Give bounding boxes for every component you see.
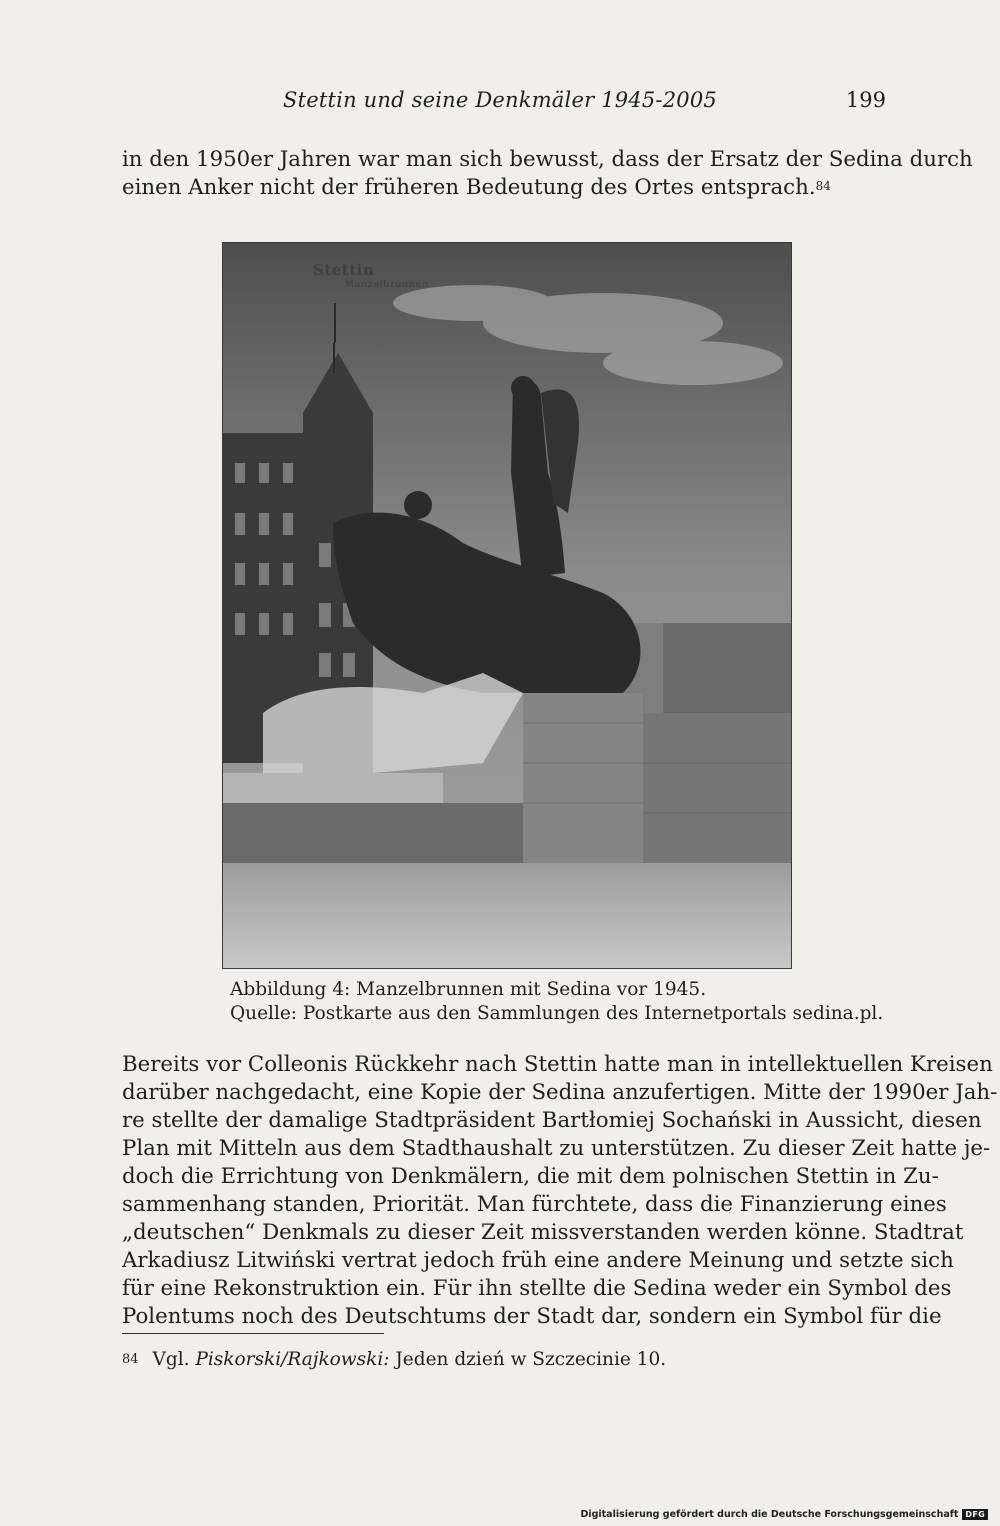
intro-line-2-wrap bbox=[122, 174, 888, 202]
body-paragraph bbox=[122, 1051, 998, 1331]
body-line: re stellte der damalige Stadtpräsident Bartłomiej Sochański in Aussicht, diesen bbox=[122, 1108, 982, 1133]
body-line: sammenhang standen, Priorität. Man fürchtete, dass die Finanzierung eines bbox=[122, 1192, 947, 1217]
body-line: doch die Errichtung von Denkmälern, die mit dem polnischen Stettin in Zu- bbox=[122, 1164, 939, 1189]
postcard-subtitle: Manzelbrunnen bbox=[345, 280, 429, 290]
footnote-number: 84 bbox=[122, 1352, 139, 1367]
footnote bbox=[122, 1348, 666, 1372]
body-line: Polentums noch des Deutschtums der Stadt dar, sondern ein Symbol für die bbox=[122, 1304, 942, 1329]
caption-line-1: Abbildung 4: Manzelbrunnen mit Sedina vor 1945. bbox=[230, 979, 707, 1000]
dfg-logo-icon: DFG bbox=[962, 1509, 988, 1520]
fountain-illustration bbox=[223, 243, 791, 968]
caption-line-2: Quelle: Postkarte aus den Sammlungen des Internetportals sedina.pl. bbox=[230, 1003, 884, 1024]
postcard-photograph bbox=[222, 242, 792, 969]
intro-paragraph bbox=[122, 146, 973, 202]
plaza-ground bbox=[223, 863, 791, 968]
funding-note bbox=[580, 1509, 988, 1520]
body-line: Bereits vor Colleonis Rückkehr nach Stettin hatte man in intellektuellen Kreisen bbox=[122, 1052, 993, 1077]
body-line: darüber nachgedacht, eine Kopie der Sedina anzufertigen. Mitte der 1990er Jah- bbox=[122, 1080, 998, 1105]
running-title: Stettin und seine Denkmäler 1945-2005 bbox=[283, 88, 717, 112]
body-line: „deutschen“ Denkmals zu dieser Zeit missverstanden werden könne. Stadtrat bbox=[122, 1220, 964, 1245]
intro-line-1: in den 1950er Jahren war man sich bewusst, dass der Ersatz der Sedina durch bbox=[122, 147, 973, 172]
body-line: für eine Rekonstruktion ein. Für ihn stellte die Sedina weder ein Symbol des bbox=[122, 1276, 952, 1301]
footnote-authors: Piskorski/Rajkowski: bbox=[195, 1349, 390, 1370]
intro-line-2: einen Anker nicht der früheren Bedeutung des Ortes entsprach. bbox=[122, 175, 816, 200]
funding-text: Digitalisierung gefördert durch die Deutsche Forschungsgemeinschaft bbox=[580, 1509, 959, 1520]
page-number: 199 bbox=[845, 88, 886, 112]
footnote-reference[interactable]: 84 bbox=[815, 179, 831, 193]
footnote-prefix: Vgl. bbox=[152, 1349, 196, 1370]
body-line: Arkadiusz Litwiński vertrat jedoch früh eine andere Meinung und setzte sich bbox=[122, 1248, 954, 1273]
footnote-divider bbox=[122, 1333, 384, 1334]
figure-caption bbox=[230, 978, 884, 1026]
postcard-title: Stettin bbox=[313, 261, 375, 279]
body-line: Plan mit Mitteln aus dem Stadthaushalt zu unterstützen. Zu dieser Zeit hatte je- bbox=[122, 1136, 991, 1161]
footnote-text: Jeden dzień w Szczecinie 10. bbox=[389, 1349, 667, 1370]
